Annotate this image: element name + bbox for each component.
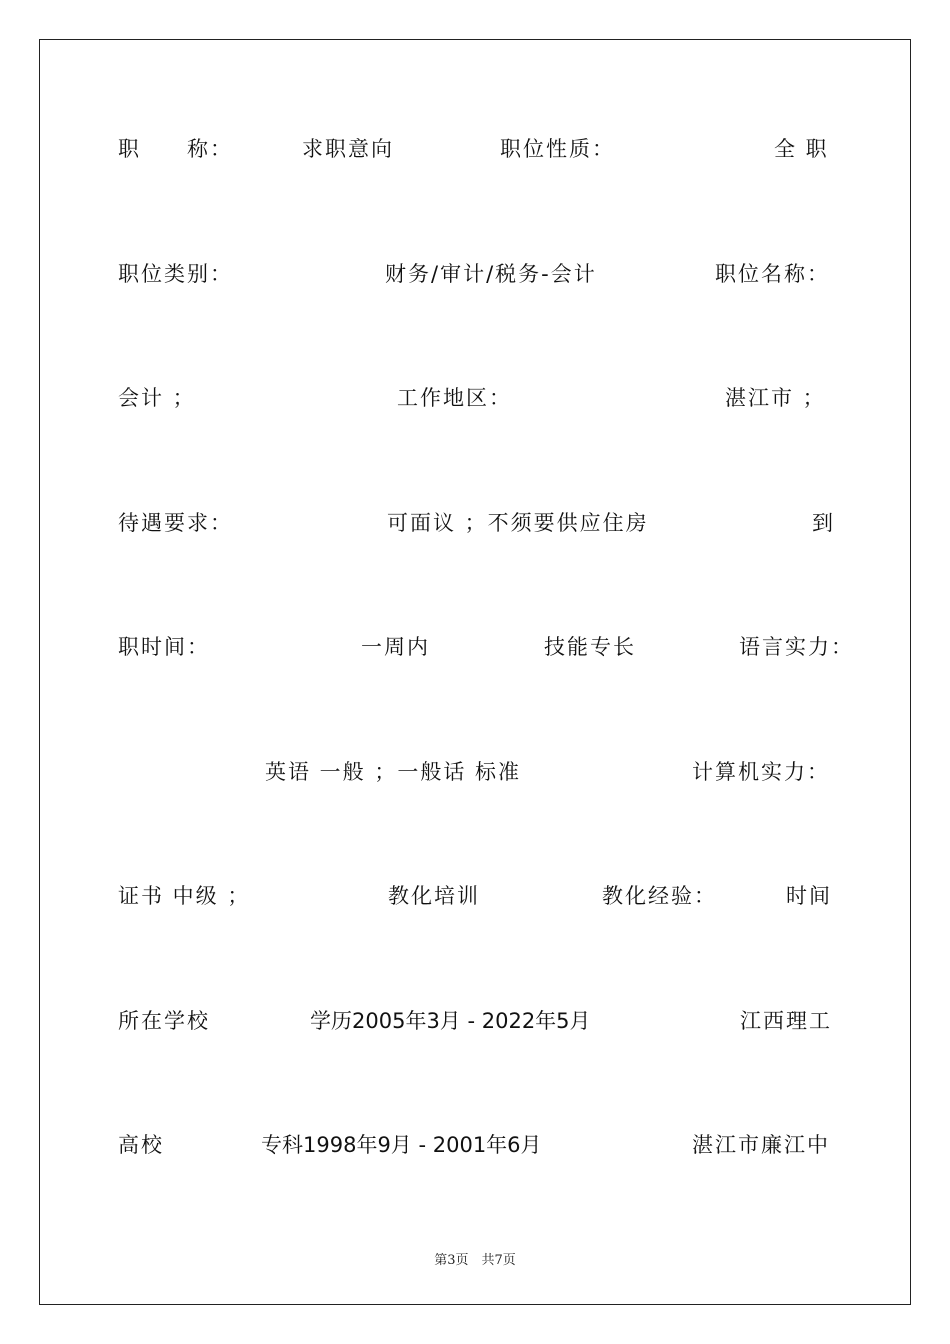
heading-skills: 技能专长	[544, 635, 636, 659]
label-salary: 待遇要求：	[118, 511, 233, 535]
label-title: 职 称：	[118, 137, 233, 161]
text-line-5	[118, 631, 854, 663]
school-1-part1: 江西理工	[740, 1009, 832, 1033]
page-number: 第3页 共7页	[434, 1253, 516, 1268]
value-salary: 可面议 ；不须要供应住房	[387, 511, 649, 535]
value-start-time: 一周内	[361, 635, 430, 659]
text-line-8	[118, 1005, 848, 1037]
value-work-area: 湛江市 ；	[725, 386, 826, 410]
text-line-1	[118, 133, 848, 165]
label-start-time-part2: 职时间：	[118, 635, 210, 659]
value-certificate: 证书 中级 ；	[118, 884, 251, 908]
value-language: 英语 一般 ；一般话 标准	[265, 760, 522, 784]
text-line-3	[118, 382, 848, 414]
education-row-2: 专科1998年9月 - 2001年6月	[261, 1133, 542, 1157]
text-line-7	[118, 880, 848, 912]
text-line-2	[118, 258, 848, 290]
school-2: 湛江市廉江中	[692, 1133, 830, 1157]
text-line-6	[118, 756, 848, 788]
value-job-category: 财务/审计/税务-会计	[385, 262, 597, 286]
value-job-name: 会计 ；	[118, 386, 196, 410]
label-job-nature: 职位性质：	[500, 137, 615, 161]
text-line-4	[118, 507, 848, 539]
column-school: 所在学校	[118, 1009, 210, 1033]
label-language: 语言实力：	[739, 635, 854, 659]
school-1-part2: 高校	[118, 1133, 164, 1157]
column-time: 时间	[786, 884, 832, 908]
label-education: 教化经验：	[602, 884, 717, 908]
value-job-intent: 求职意向	[302, 137, 394, 161]
education-row-1: 学历2005年3月 - 2022年5月	[310, 1009, 591, 1033]
heading-training: 教化培训	[388, 884, 480, 908]
text-line-9	[118, 1129, 848, 1161]
label-start-time-part1: 到	[812, 511, 835, 535]
page-frame	[39, 39, 911, 1305]
label-computer: 计算机实力：	[692, 760, 830, 784]
label-work-area: 工作地区：	[397, 386, 512, 410]
value-full-time: 全 职	[774, 137, 829, 161]
label-job-category: 职位类别：	[118, 262, 233, 286]
label-job-name: 职位名称：	[715, 262, 830, 286]
